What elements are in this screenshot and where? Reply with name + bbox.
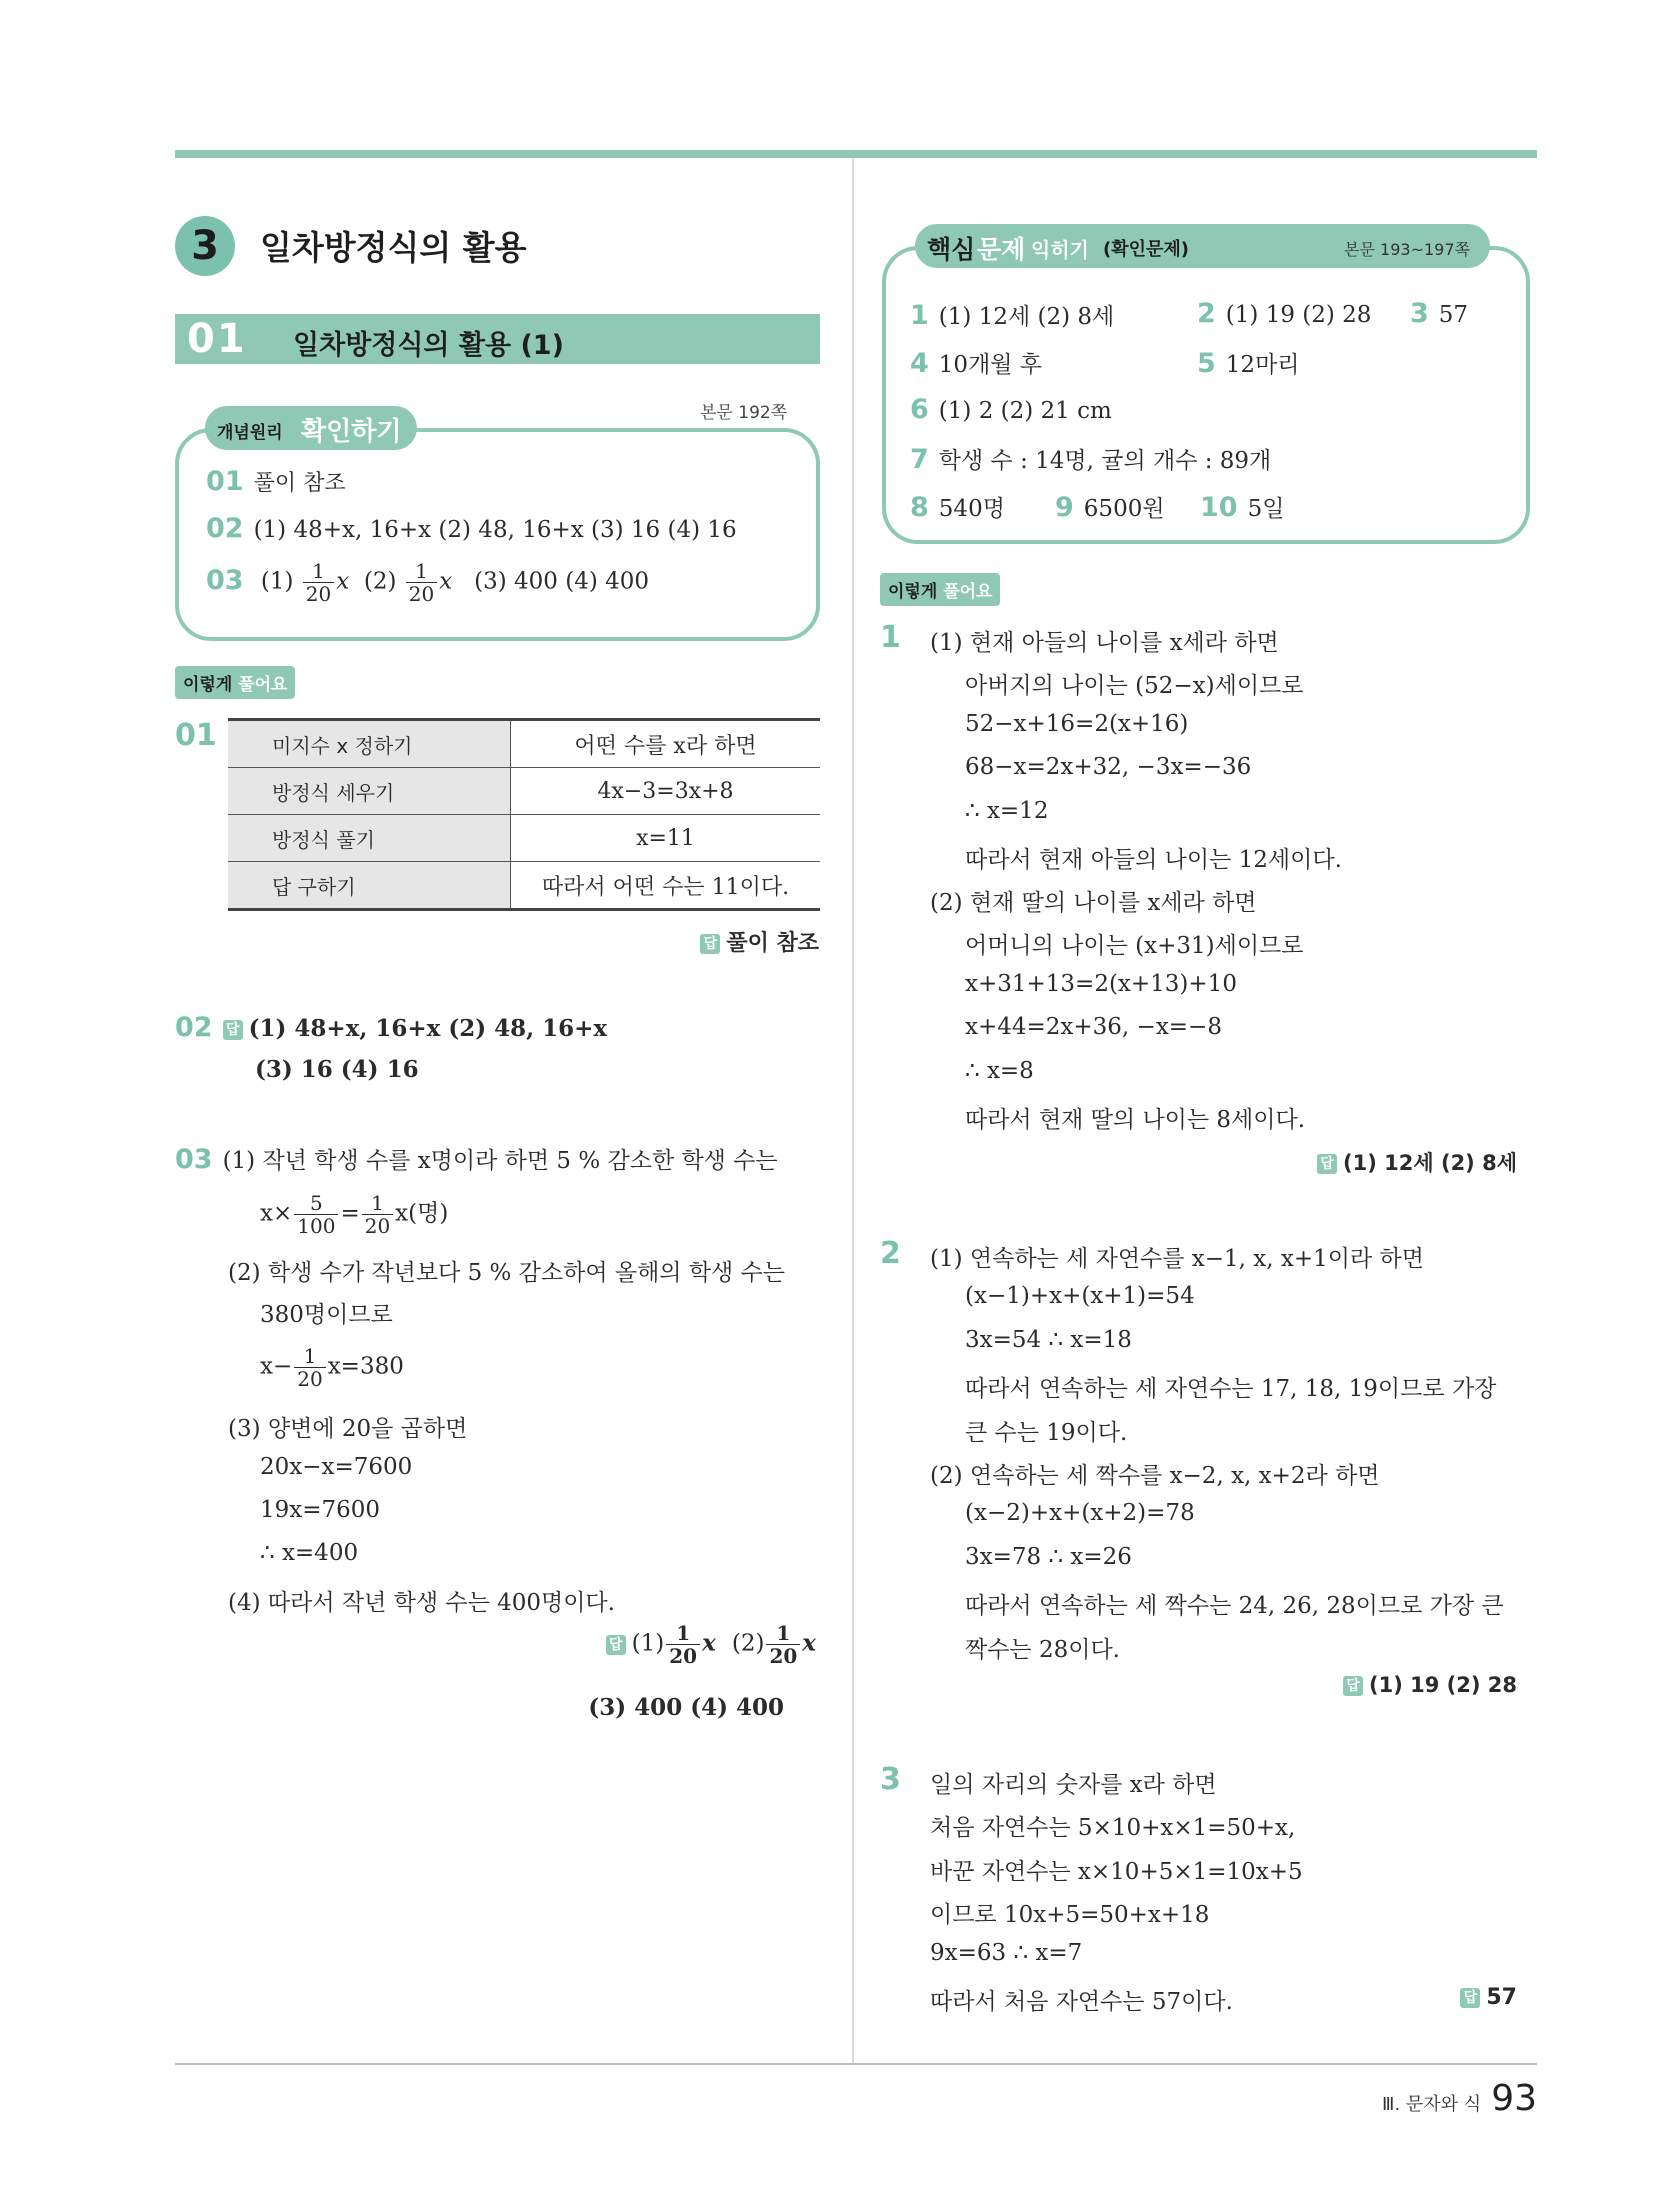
q03-l5a: x− xyxy=(260,1353,293,1380)
table-row xyxy=(228,815,820,862)
chapter-label: Ⅲ. 문자와 식 xyxy=(1382,2094,1482,2115)
core-answer-num: 8 xyxy=(910,492,929,523)
core-answer-num: 9 xyxy=(1055,492,1074,523)
answer-mark-icon: 답 xyxy=(1460,1988,1480,2008)
core-answer-3 xyxy=(1410,298,1468,329)
frac-numerator: 1 xyxy=(666,1622,700,1645)
answer-mark-icon: 답 xyxy=(1343,1676,1363,1696)
p3-line: 바꾼 자연수는 x×10+5×1=10x+5 xyxy=(930,1859,1303,1885)
p2-line: (1) 연속하는 세 자연수를 x−1, x, x+1이라 하면 xyxy=(930,1246,1424,1272)
p3-answer xyxy=(1460,1985,1517,2010)
core-answer-value: (1) 2 (2) 21 cm xyxy=(938,398,1112,424)
p2-answer xyxy=(1343,1673,1517,1697)
p2-line: (2) 연속하는 세 짝수를 x−2, x, x+2라 하면 xyxy=(930,1463,1380,1489)
core-answer-8 xyxy=(910,490,1005,523)
p3-line: 이므로 10x+5=50+x+18 xyxy=(930,1902,1210,1928)
p1-line: 어머니의 나이는 (x+31)세이므로 xyxy=(965,933,1304,959)
p2-line: (x−2)+x+(x+2)=78 xyxy=(965,1500,1195,1526)
core-answer-value: 학생 수 : 14명, 귤의 개수 : 89개 xyxy=(938,448,1272,474)
q01-answer xyxy=(700,926,819,957)
core-answer-num: 2 xyxy=(1197,298,1216,329)
core-label-t1: 핵심 xyxy=(927,235,976,264)
q03-num: 03 xyxy=(175,1144,213,1175)
p1-line: ∴ x=8 xyxy=(965,1058,1034,1084)
q03-frac-b xyxy=(362,1192,393,1237)
concept-label-big: 확인하기 xyxy=(301,417,402,447)
core-answer-num: 4 xyxy=(910,348,929,379)
step-key: 방정식 세우기 xyxy=(228,768,511,815)
concept-row-03-rest: (3) 400 (4) 400 xyxy=(474,568,650,595)
concept-row-03 xyxy=(206,560,649,605)
solve-badge-right xyxy=(880,573,1000,606)
core-answer-value: 10개월 후 xyxy=(938,352,1043,378)
step-value: 어떤 수를 x라 하면 xyxy=(511,720,821,768)
core-label xyxy=(915,224,1490,268)
q03-line5 xyxy=(260,1345,404,1390)
frac-numerator: 1 xyxy=(362,1192,393,1215)
p3-num: 3 xyxy=(880,1762,901,1797)
q03-answer-line2: (3) 400 (4) 400 xyxy=(588,1694,784,1721)
core-answer-num: 7 xyxy=(910,444,929,475)
core-answer-value: 57 xyxy=(1438,302,1469,328)
subsection-number: 01 xyxy=(187,316,247,362)
frac-numerator: 1 xyxy=(303,560,334,583)
core-answer-num: 1 xyxy=(910,300,929,331)
p2-line: 따라서 연속하는 세 자연수는 17, 18, 19이므로 가장 xyxy=(965,1376,1497,1402)
q02-line1-text: (1) 48+x, 16+x (2) 48, 16+x xyxy=(248,1015,608,1042)
core-answer-value: 6500원 xyxy=(1083,496,1165,522)
frac-numerator: 1 xyxy=(294,1345,325,1368)
section-title: 일차방정식의 활용 xyxy=(260,228,527,267)
core-answer-value: (1) 12세 (2) 8세 xyxy=(938,304,1115,330)
step-key: 미지수 x 정하기 xyxy=(228,720,511,768)
frac-numerator: 1 xyxy=(406,560,437,583)
answer-mark-icon: 답 xyxy=(1317,1154,1337,1174)
p1-line: x+31+13=2(x+13)+10 xyxy=(965,971,1237,997)
core-answer-value: 5일 xyxy=(1247,496,1285,522)
q03-line1 xyxy=(175,1142,778,1175)
concept-row-03-p2: (2) xyxy=(363,568,397,595)
frac-numerator: 1 xyxy=(766,1622,800,1645)
concept-label-small: 개념원리 xyxy=(217,423,283,443)
q03-line4: 380명이므로 xyxy=(260,1302,393,1328)
core-answer-num: 3 xyxy=(1410,298,1429,329)
column-divider xyxy=(852,158,854,2063)
core-label-t3: 익히기 xyxy=(1031,238,1089,262)
q01-num: 01 xyxy=(175,718,217,753)
p2-line: 3x=54 ∴ x=18 xyxy=(965,1327,1132,1353)
q03-line2 xyxy=(260,1192,448,1237)
frac-denominator: 100 xyxy=(297,1214,336,1238)
p1-answer-text: (1) 12세 (2) 8세 xyxy=(1343,1151,1517,1175)
p1-line: 52−x+16=2(x+16) xyxy=(965,711,1189,737)
p3-line: 처음 자연수는 5×10+x×1=50+x, xyxy=(930,1815,1296,1841)
q02-line2: (3) 16 (4) 16 xyxy=(255,1056,419,1083)
concept-row-03-p1: (1) xyxy=(260,568,294,595)
core-answer-5 xyxy=(1197,346,1300,379)
p2-line: (x−1)+x+(x+1)=54 xyxy=(965,1283,1195,1309)
q03-l2b: = xyxy=(340,1200,360,1227)
p1-line: (2) 현재 딸의 나이를 x세라 하면 xyxy=(930,890,1257,916)
core-answer-value: 12마리 xyxy=(1225,352,1300,378)
core-ref: 본문 193~197쪽 xyxy=(1344,240,1470,259)
core-answer-num: 10 xyxy=(1200,492,1238,523)
concept-row-03-frac2 xyxy=(406,560,437,605)
p3-line: 9x=63 ∴ x=7 xyxy=(930,1940,1083,1966)
core-answer-2 xyxy=(1197,298,1371,329)
q03-line8: 19x=7600 xyxy=(260,1497,381,1523)
p2-answer-text: (1) 19 (2) 28 xyxy=(1369,1673,1517,1697)
q03-line7: 20x−x=7600 xyxy=(260,1454,413,1480)
q03-line6: (3) 양변에 20을 곱하면 xyxy=(228,1416,468,1442)
q03-l2c: x(명) xyxy=(395,1200,449,1227)
q03-frac-c xyxy=(294,1345,325,1390)
page-footer xyxy=(1382,2078,1537,2119)
p3-line: 따라서 처음 자연수는 57이다. xyxy=(930,1989,1233,2015)
q03-frac-a xyxy=(294,1192,338,1237)
q03-l2a: x× xyxy=(260,1200,293,1227)
answer-mark-icon: 답 xyxy=(700,934,720,954)
core-answer-num: 5 xyxy=(1197,348,1216,379)
q03-ans-p1: (1) xyxy=(631,1630,665,1657)
q02-line1 xyxy=(175,1012,607,1043)
p2-num: 2 xyxy=(880,1236,901,1271)
solve-badge-a: 이렇게 xyxy=(888,582,938,602)
frac-denominator: 20 xyxy=(305,582,332,606)
q03-ans-frac1 xyxy=(666,1622,700,1667)
q01-table xyxy=(228,718,820,911)
p3-line: 일의 자리의 숫자를 x라 하면 xyxy=(930,1772,1217,1798)
p1-line: x+44=2x+36, −x=−8 xyxy=(965,1014,1222,1040)
core-answer-value: 540명 xyxy=(938,496,1005,522)
concept-row-02-num: 02 xyxy=(206,513,244,544)
step-value: x=11 xyxy=(511,815,821,862)
answer-mark-icon: 답 xyxy=(606,1635,626,1655)
answer-mark-icon: 답 xyxy=(223,1020,243,1040)
table-row xyxy=(228,862,820,910)
concept-row-01-num: 01 xyxy=(206,466,244,497)
concept-ref: 본문 192쪽 xyxy=(700,403,788,423)
core-answer-value: (1) 19 (2) 28 xyxy=(1225,302,1372,328)
solve-badge-b: 풀어요 xyxy=(238,675,288,695)
frac-denominator: 20 xyxy=(364,1214,391,1238)
q03-line9: ∴ x=400 xyxy=(260,1540,359,1566)
table-row xyxy=(228,768,820,815)
core-answer-4 xyxy=(910,346,1042,379)
concept-row-03-frac1 xyxy=(303,560,334,605)
p3-answer-text: 57 xyxy=(1486,1985,1517,2010)
core-answer-9 xyxy=(1055,490,1165,523)
solve-badge-a: 이렇게 xyxy=(183,675,233,695)
var-x: x xyxy=(802,1629,816,1657)
p2-line: 큰 수는 19이다. xyxy=(965,1420,1128,1446)
p1-line: 따라서 현재 아들의 나이는 12세이다. xyxy=(965,847,1342,873)
subsection-header xyxy=(175,314,820,364)
concept-row-01 xyxy=(206,466,346,497)
frac-numerator: 5 xyxy=(294,1192,338,1215)
solve-badge-left xyxy=(175,666,295,699)
var-x: x xyxy=(336,568,350,595)
footer-rule xyxy=(175,2063,1537,2065)
core-answer-6 xyxy=(910,394,1112,425)
p2-line: 따라서 연속하는 세 짝수는 24, 26, 28이므로 가장 큰 xyxy=(965,1593,1504,1619)
p2-line: 짝수는 28이다. xyxy=(965,1637,1120,1663)
core-label-t4: (확인문제) xyxy=(1103,239,1190,260)
concept-label xyxy=(205,406,417,450)
q01-answer-text: 풀이 참조 xyxy=(726,931,819,956)
q03-l5b: x=380 xyxy=(327,1353,404,1380)
step-value: 따라서 어떤 수는 11이다. xyxy=(511,862,821,910)
frac-denominator: 20 xyxy=(769,1644,798,1668)
core-answer-10 xyxy=(1200,490,1284,523)
p1-num: 1 xyxy=(880,620,901,655)
concept-row-02 xyxy=(206,513,737,544)
top-rule xyxy=(175,150,1537,158)
concept-row-01-text: 풀이 참조 xyxy=(253,471,346,496)
concept-row-02-text: (1) 48+x, 16+x (2) 48, 16+x (3) 16 (4) 16 xyxy=(253,517,737,543)
p1-answer xyxy=(1317,1147,1517,1177)
p2-line: 3x=78 ∴ x=26 xyxy=(965,1544,1132,1570)
frac-denominator: 20 xyxy=(408,582,435,606)
core-label-t2: 문제 xyxy=(977,235,1026,264)
q03-line10: (4) 따라서 작년 학생 수는 400명이다. xyxy=(228,1590,615,1616)
frac-denominator: 20 xyxy=(297,1367,323,1391)
step-value: 4x−3=3x+8 xyxy=(511,768,821,815)
solve-badge-b: 풀어요 xyxy=(943,582,993,602)
p1-line: 따라서 현재 딸의 나이는 8세이다. xyxy=(965,1107,1306,1133)
var-x: x xyxy=(439,568,453,595)
q03-ans-p2: (2) xyxy=(731,1630,765,1657)
q03-ans-frac2 xyxy=(766,1622,800,1667)
core-answer-num: 6 xyxy=(910,394,929,425)
p1-line: ∴ x=12 xyxy=(965,798,1049,824)
core-answer-7 xyxy=(910,442,1271,475)
frac-denominator: 20 xyxy=(669,1644,698,1668)
subsection-title: 일차방정식의 활용 (1) xyxy=(293,330,564,361)
page-number: 93 xyxy=(1491,2078,1537,2119)
table-row xyxy=(228,720,820,768)
section-number: 3 xyxy=(175,216,235,276)
concept-row-03-num: 03 xyxy=(206,564,244,596)
step-key: 답 구하기 xyxy=(228,862,511,910)
q03-answer-line1 xyxy=(606,1622,816,1667)
p1-line: 아버지의 나이는 (52−x)세이므로 xyxy=(965,673,1304,699)
p1-line: 68−x=2x+32, −3x=−36 xyxy=(965,754,1252,780)
var-x: x xyxy=(702,1629,716,1657)
step-key: 방정식 풀기 xyxy=(228,815,511,862)
p1-line: (1) 현재 아들의 나이를 x세라 하면 xyxy=(930,630,1279,656)
q03-line1-text: (1) 작년 학생 수를 x명이라 하면 5 % 감소한 학생 수는 xyxy=(222,1148,778,1174)
q03-line3: (2) 학생 수가 작년보다 5 % 감소하여 올해의 학생 수는 xyxy=(228,1260,786,1286)
core-answer-1 xyxy=(910,298,1114,331)
q02-num: 02 xyxy=(175,1012,213,1043)
